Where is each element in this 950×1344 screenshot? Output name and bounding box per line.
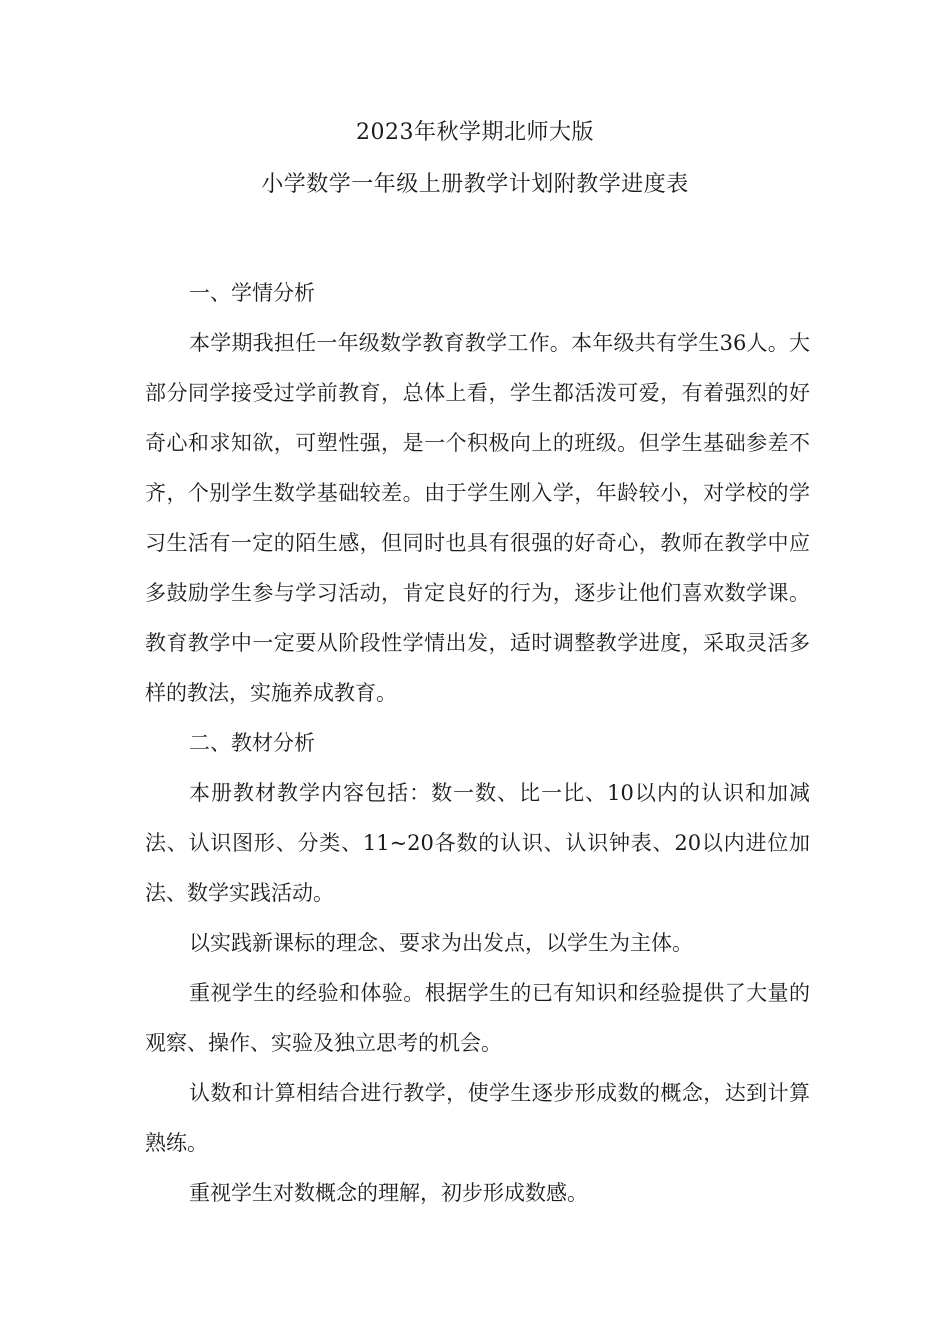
paragraph-number-sense: 重视学生对数概念的理解，初步形成数感。 [189, 1181, 588, 1205]
paragraph-student-analysis: 本学期我担任一年级数学教育教学工作。本年级共有学生36人。大部分同学接受过学前教育，总体上看，学生都活泼可爱，有着强烈的好奇心和求知欲，可塑性强，是一个积极向上的班级。但学生基础参差不齐，个别学生数学基础较差。由于学生刚入学，年龄较小，对学校的学习生活有一定的陌生感，但同时也具有很强的好奇心，教师在教学中应多鼓励学生参与学习活动，肯定良好的行为，逐步让他们喜欢数学课。教育教学中一定要从阶段性学情出发，适时调整教学进度，采取灵活多样的教法，实施养成教育。 [145, 331, 810, 705]
section-heading-student-analysis: 一、学情分析 [189, 281, 315, 305]
paragraph-experience: 重视学生的经验和体验。根据学生的已有知识和经验提供了大量的观察、操作、实验及独立思考的机会。 [145, 981, 810, 1055]
document-title-line1: 2023年秋学期北师大版 [356, 120, 594, 145]
section-heading-textbook-analysis: 二、教材分析 [189, 731, 315, 755]
document-title-line2: 小学数学一年级上册教学计划附教学进度表 [261, 172, 689, 197]
paragraph-new-curriculum: 以实践新课标的理念、要求为出发点，以学生为主体。 [189, 931, 693, 955]
paragraph-textbook-content: 本册教材教学内容包括：数一数、比一比、10以内的认识和加减法、认识图形、分类、11~20各数的认识、认识钟表、20以内进位加法、数学实践活动。 [145, 781, 810, 905]
document-body [145, 268, 810, 1218]
paragraph-number-calculation: 认数和计算相结合进行教学，使学生逐步形成数的概念，达到计算熟练。 [145, 1081, 810, 1155]
